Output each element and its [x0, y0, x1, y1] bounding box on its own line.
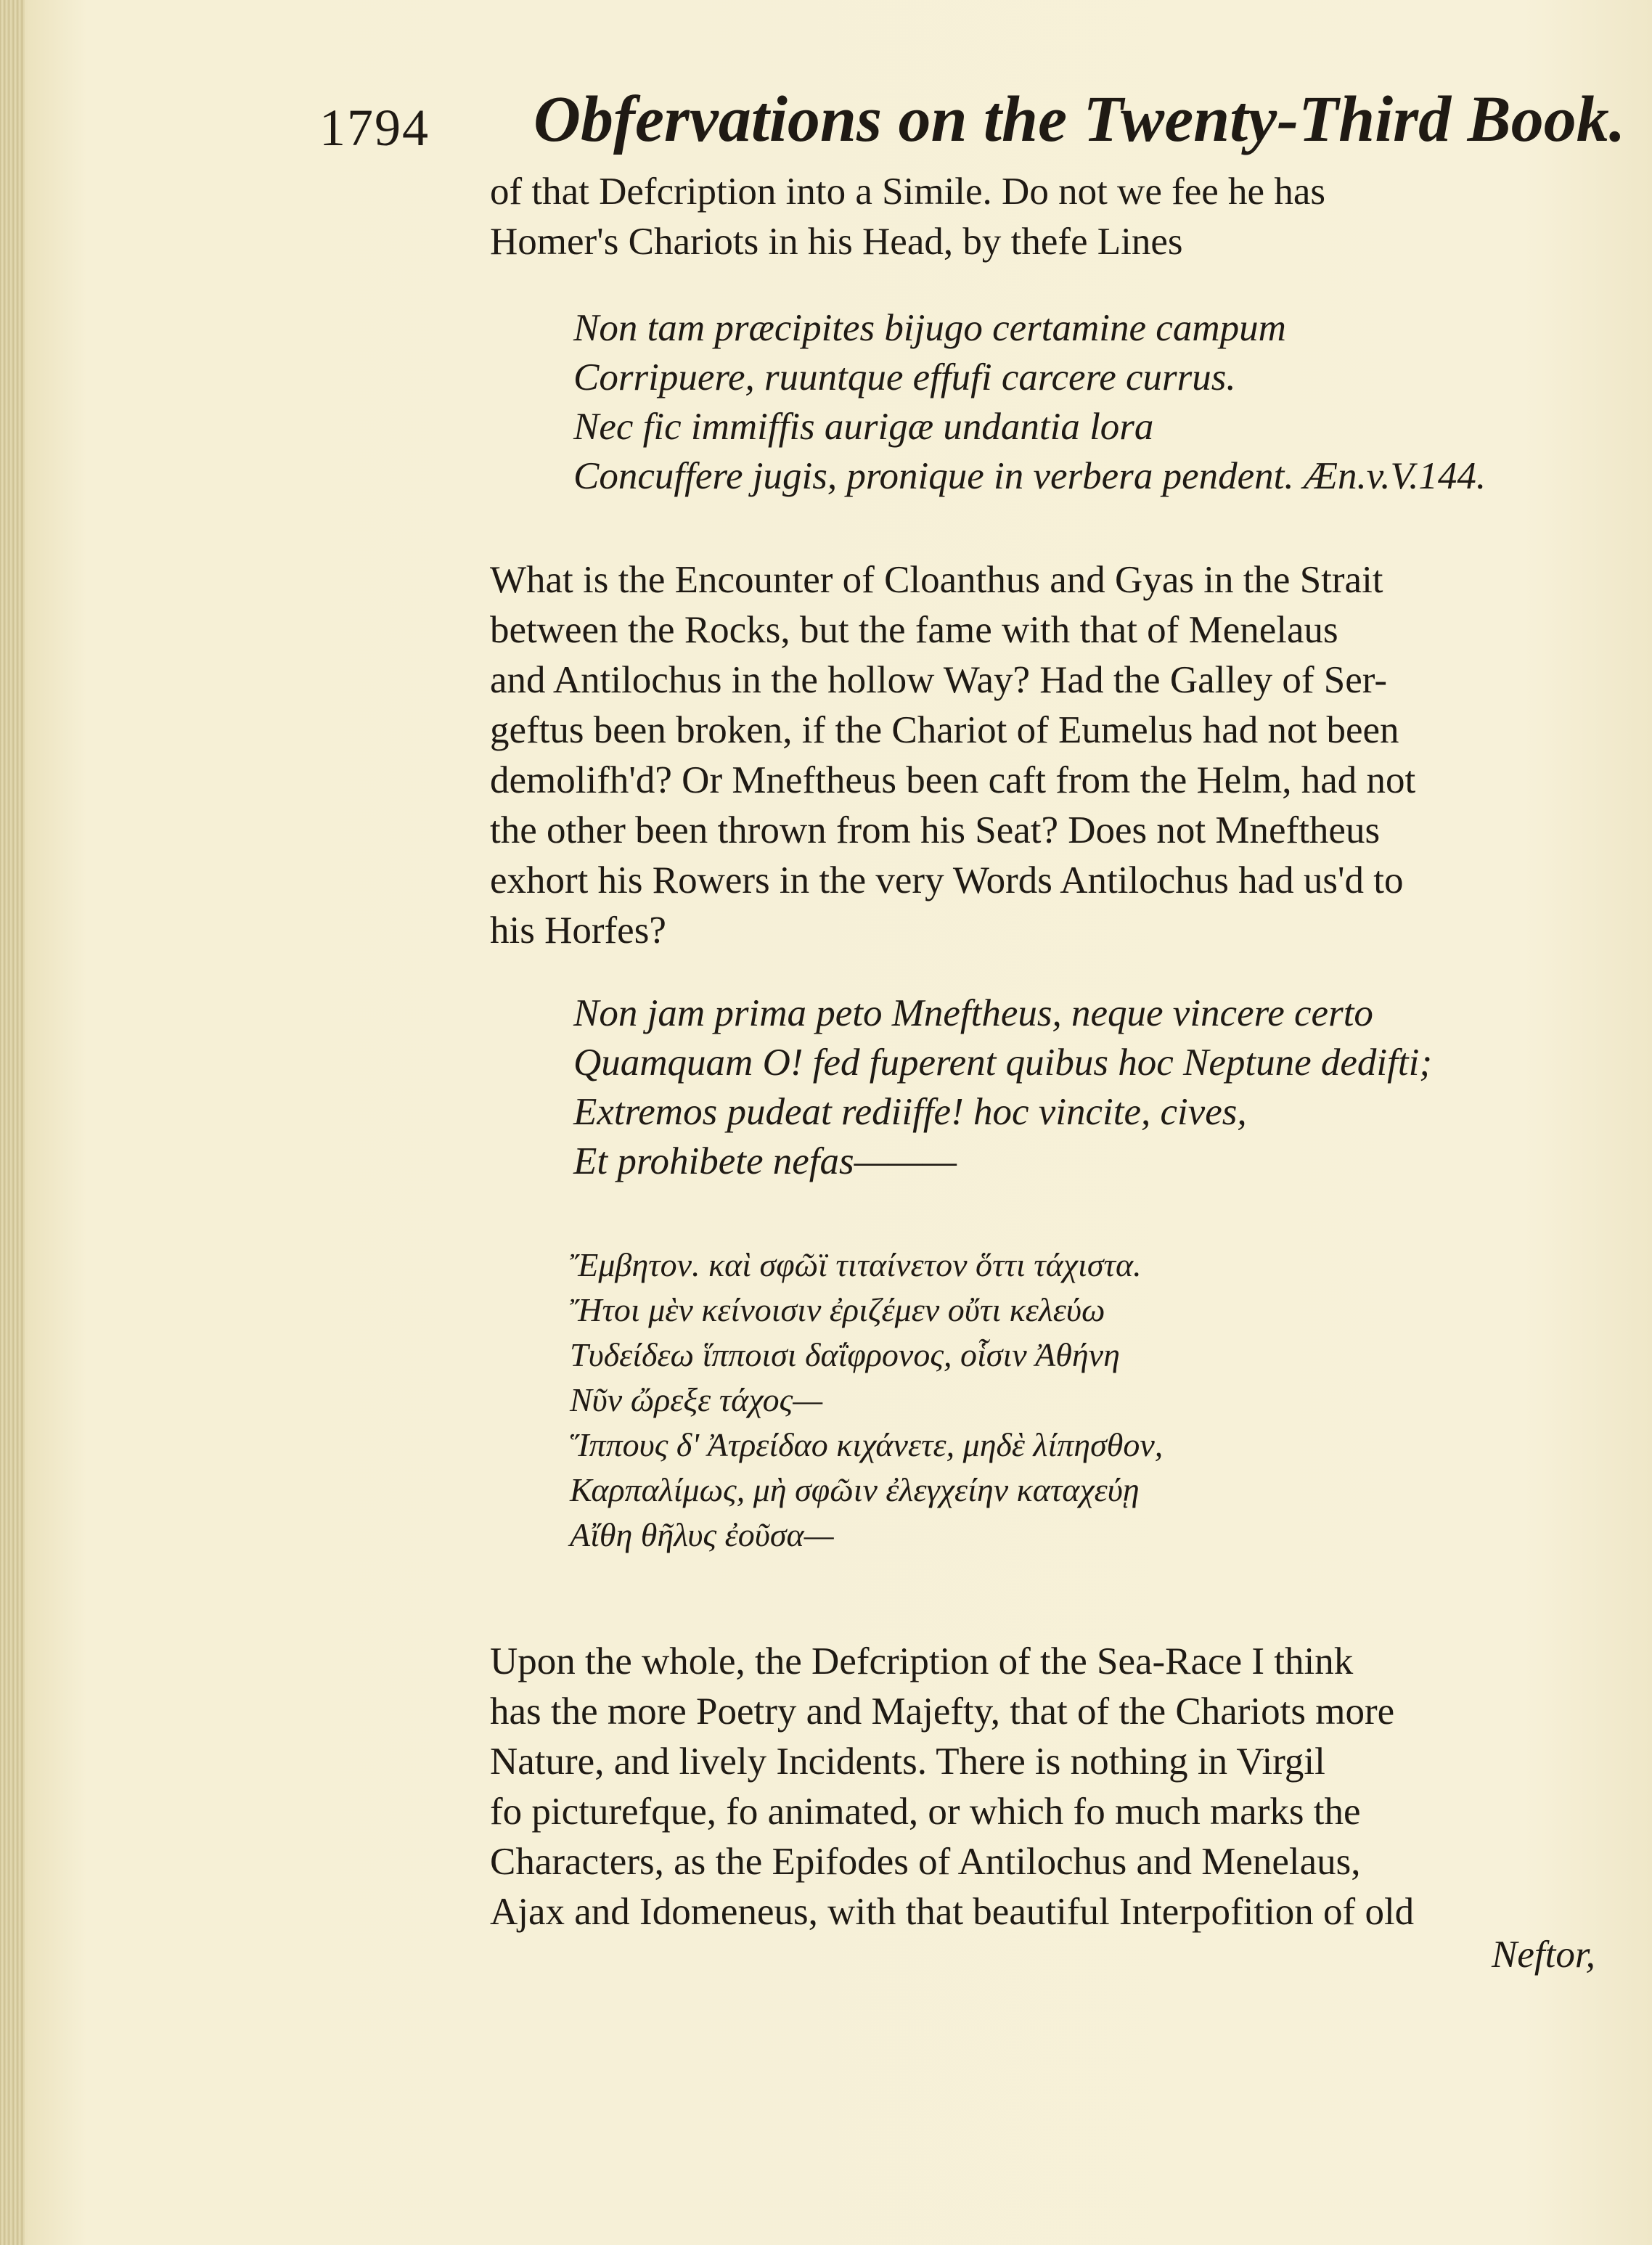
text-line: geftus been broken, if the Chariot of Eumelus had not been: [490, 709, 1399, 751]
verse-line: Non jam prima peto Mneftheus, neque vincere certo: [573, 992, 1373, 1034]
greek-verse-quotation: [570, 1243, 1622, 1558]
running-title: Obfervations on the Twenty-Third Book.: [533, 83, 1626, 155]
text-line: his Horfes?: [490, 909, 666, 952]
text-line: demolifh'd? Or Mneftheus been caft from the Helm, had not: [490, 759, 1416, 801]
page-number: 1794: [319, 99, 430, 157]
text-line: Ajax and Idomeneus, with that beautiful Interpofition of old: [490, 1891, 1415, 1933]
text-line: Homer's Chariots in his Head, by thefe Lines: [490, 221, 1183, 263]
text-line: has the more Poetry and Majefty, that of the Chariots more: [490, 1690, 1395, 1733]
paragraph-1: [490, 167, 1626, 267]
latin-verse-quotation-1: [573, 303, 1626, 501]
text-line: What is the Encounter of Cloanthus and Gyas in the Strait: [490, 559, 1383, 601]
text-line: Upon the whole, the Defcription of the Sea-Race I think: [490, 1640, 1354, 1682]
verse-line: Extremos pudeat rediiffe! hoc vincite, cives,: [573, 1091, 1247, 1133]
latin-verse-quotation-2: [573, 989, 1626, 1186]
greek-line: Τυδείδεω ἵπποισι δαΐφρονος, οἷσιν Ἀθήνη: [570, 1336, 1120, 1373]
verse-line: Nec fic immiffis aurigæ undantia lora: [573, 406, 1154, 448]
text-line: Characters, as the Epifodes of Antilochus and Menelaus,: [490, 1841, 1361, 1883]
catchword: Neftor,: [1492, 1934, 1595, 1976]
greek-line: Νῦν ὤρεξε τάχος—: [570, 1381, 823, 1418]
greek-line: Καρπαλίμως, μὴ σφῶιν ἐλεγχείην καταχεύῃ: [570, 1471, 1140, 1508]
text-line: between the Rocks, but the fame with that of Menelaus: [490, 609, 1338, 651]
text-line: exhort his Rowers in the very Words Antilochus had us'd to: [490, 859, 1404, 901]
verse-line: Concuffere jugis, pronique in verbera pendent. Æn.v.V.144.: [573, 455, 1487, 497]
verse-line: Et prohibete nefas———: [573, 1140, 957, 1182]
text-line: fo picturefque, fo animated, or which fo much marks the: [490, 1791, 1361, 1833]
text-line: the other been thrown from his Seat? Does not Mneftheus: [490, 809, 1381, 851]
text-line: and Antilochus in the hollow Way? Had the Galley of Ser-: [490, 659, 1387, 701]
paragraph-2: [490, 555, 1626, 956]
greek-line: Αἴθη θῆλυς ἐοῦσα—: [570, 1516, 834, 1553]
verse-line: Non tam præcipites bijugo certamine campum: [573, 307, 1286, 349]
greek-line: Ἤτοι μὲν κείνοισιν ἐριζέμεν οὔτι κελεύω: [570, 1291, 1105, 1328]
greek-line: Ἵππους δ' Ἀτρείδαο κιχάνετε, μηδὲ λίπησθον,: [570, 1426, 1164, 1463]
text-line: Nature, and lively Incidents. There is nothing in Virgil: [490, 1741, 1325, 1783]
page-header: [0, 76, 1652, 163]
greek-line: Ἔμβητον. καὶ σφῶϊ τιταίνετον ὅττι τάχιστα.: [570, 1246, 1142, 1283]
verse-line: Corripuere, ruuntque effufi carcere currus.: [573, 356, 1236, 398]
paragraph-3: [490, 1637, 1626, 1937]
verse-line: Quamquam O! fed fuperent quibus hoc Neptune dedifti;: [573, 1042, 1432, 1084]
text-line: of that Defcription into a Simile. Do not we fee he has: [490, 171, 1325, 213]
book-spine-edge: [0, 0, 25, 2245]
